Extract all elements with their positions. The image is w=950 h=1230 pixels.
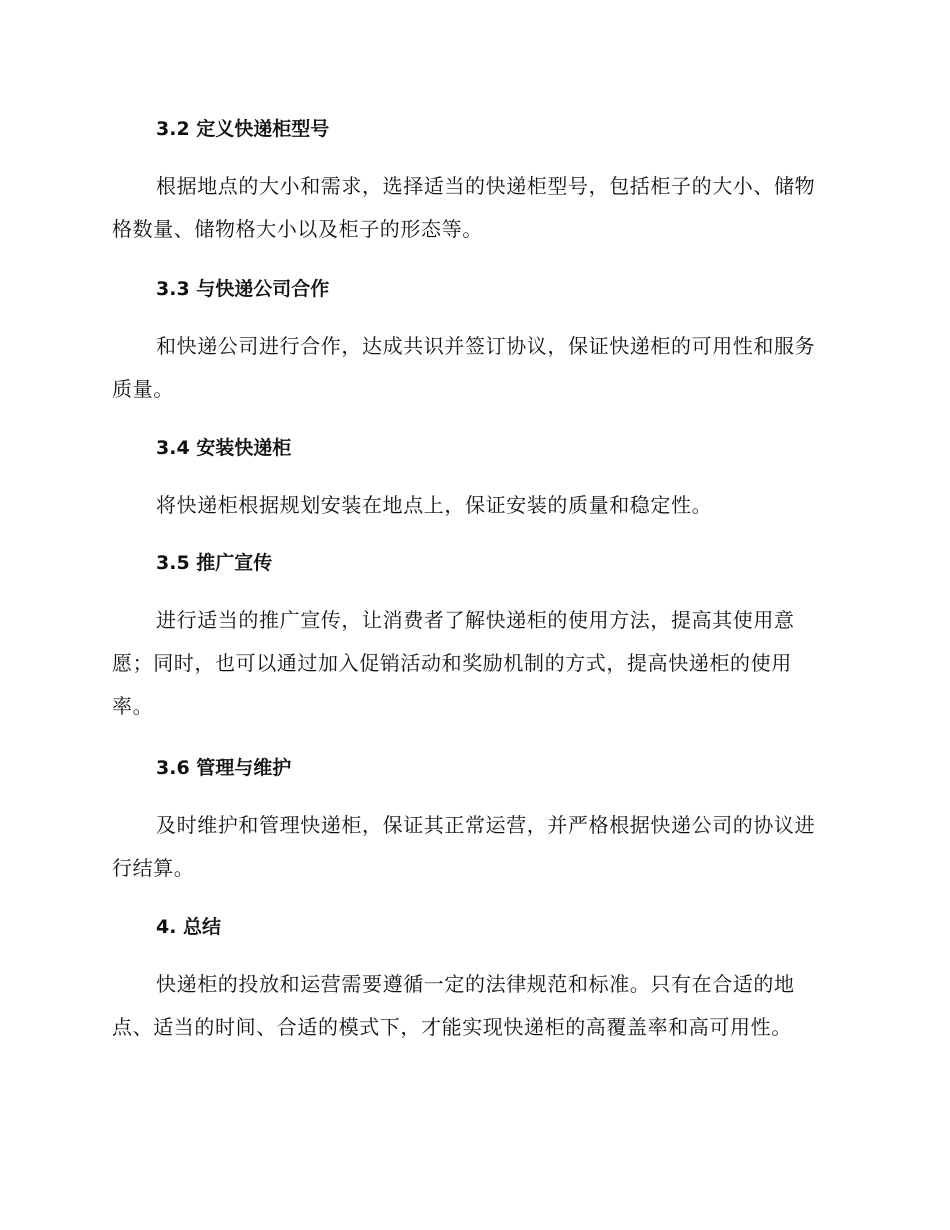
section-body-3-3: 和快递公司进行合作，达成共识并签订协议，保证快递柜的可用性和服务质量。 — [112, 334, 816, 401]
section-body-3-2: 根据地点的大小和需求，选择适当的快递柜型号，包括柜子的大小、储物格数量、储物格大小以及柜子的形态等。 — [112, 174, 816, 241]
section-heading-3-2: 3.2 定义快递柜型号 — [156, 118, 330, 140]
section-body-4: 快递柜的投放和运营需要遵循一定的法律规范和标准。只有在合适的地点、适当的时间、合适的模式下，才能实现快递柜的高覆盖率和高可用性。 — [112, 972, 795, 1039]
section-heading-3-3: 3.3 与快递公司合作 — [156, 278, 330, 300]
section-heading-3-5: 3.5 推广宣传 — [156, 552, 273, 574]
section-body-3-5: 进行适当的推广宣传，让消费者了解快递柜的使用方法，提高其使用意愿；同时，也可以通过加入促销活动和奖励机制的方式，提高快递柜的使用率。 — [112, 608, 795, 718]
section-heading-3-6: 3.6 管理与维护 — [156, 757, 292, 779]
section-body-3-4: 将快递柜根据规划安装在地点上，保证安装的质量和稳定性。 — [156, 493, 713, 517]
section-heading-4: 4. 总结 — [156, 916, 222, 938]
section-body-3-6: 及时维护和管理快递柜，保证其正常运营，并严格根据快递公司的协议进行结算。 — [112, 813, 816, 880]
section-heading-3-4: 3.4 安装快递柜 — [156, 437, 292, 459]
